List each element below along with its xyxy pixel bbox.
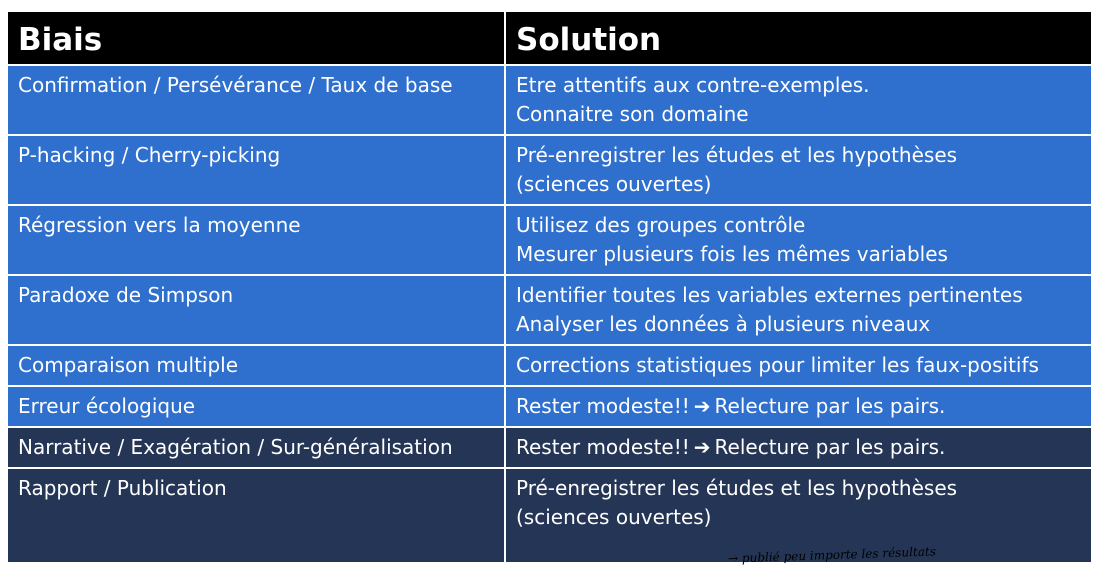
solution-cell xyxy=(504,387,1091,428)
bias-cell: Narrative / Exagération / Sur-généralisation xyxy=(8,428,504,469)
table-row xyxy=(8,469,1091,564)
header-bias: Biais xyxy=(8,12,504,66)
table-row xyxy=(8,387,1091,428)
solution-text: Rester modeste!! xyxy=(516,435,690,459)
solution-line: Corrections statistiques pour limiter les faux-positifs xyxy=(516,353,1039,377)
solution-line: Etre attentifs aux contre-exemples. xyxy=(516,73,870,97)
solution-line: (sciences ouvertes) xyxy=(516,172,712,196)
solution-line: Pré-enregistrer les études et les hypothèses xyxy=(516,476,958,500)
solution-line: Pré-enregistrer les études et les hypothèses xyxy=(516,143,958,167)
table-row xyxy=(8,428,1091,469)
solution-cell xyxy=(504,66,1091,136)
solution-cell xyxy=(504,136,1091,206)
solution-text: Relecture par les pairs. xyxy=(714,394,946,418)
solution-text: Rester modeste!! xyxy=(516,394,690,418)
solution-cell xyxy=(504,206,1091,276)
bias-cell: Paradoxe de Simpson xyxy=(8,276,504,346)
solution-line: Identifier toutes les variables externes pertinentes xyxy=(516,283,1023,307)
bias-cell: P-hacking / Cherry-picking xyxy=(8,136,504,206)
arrow-right-icon: ➔ xyxy=(693,394,711,418)
bias-cell: Erreur écologique xyxy=(8,387,504,428)
table-row xyxy=(8,276,1091,346)
handwritten-note: → publié peu importe les résultats xyxy=(727,544,937,566)
table-header-row xyxy=(8,12,1091,66)
table-row xyxy=(8,66,1091,136)
solution-line: (sciences ouvertes) xyxy=(516,505,712,529)
solution-cell xyxy=(504,276,1091,346)
solution-text: Relecture par les pairs. xyxy=(714,435,946,459)
solution-line: Analyser les données à plusieurs niveaux xyxy=(516,312,931,336)
arrow-right-icon: ➔ xyxy=(693,435,711,459)
bias-cell: Régression vers la moyenne xyxy=(8,206,504,276)
solution-line: Connaitre son domaine xyxy=(516,102,749,126)
solution-cell xyxy=(504,469,1091,564)
solution-cell xyxy=(504,428,1091,469)
bias-cell: Comparaison multiple xyxy=(8,346,504,387)
table-row xyxy=(8,206,1091,276)
table-row xyxy=(8,346,1091,387)
solution-line: Mesurer plusieurs fois les mêmes variables xyxy=(516,242,948,266)
bias-cell: Confirmation / Persévérance / Taux de base xyxy=(8,66,504,136)
header-solution: Solution xyxy=(504,12,1091,66)
solution-cell xyxy=(504,346,1091,387)
bias-cell: Rapport / Publication xyxy=(8,469,504,564)
table-row xyxy=(8,136,1091,206)
solution-line: Utilisez des groupes contrôle xyxy=(516,213,806,237)
bias-solution-table xyxy=(8,11,1091,564)
